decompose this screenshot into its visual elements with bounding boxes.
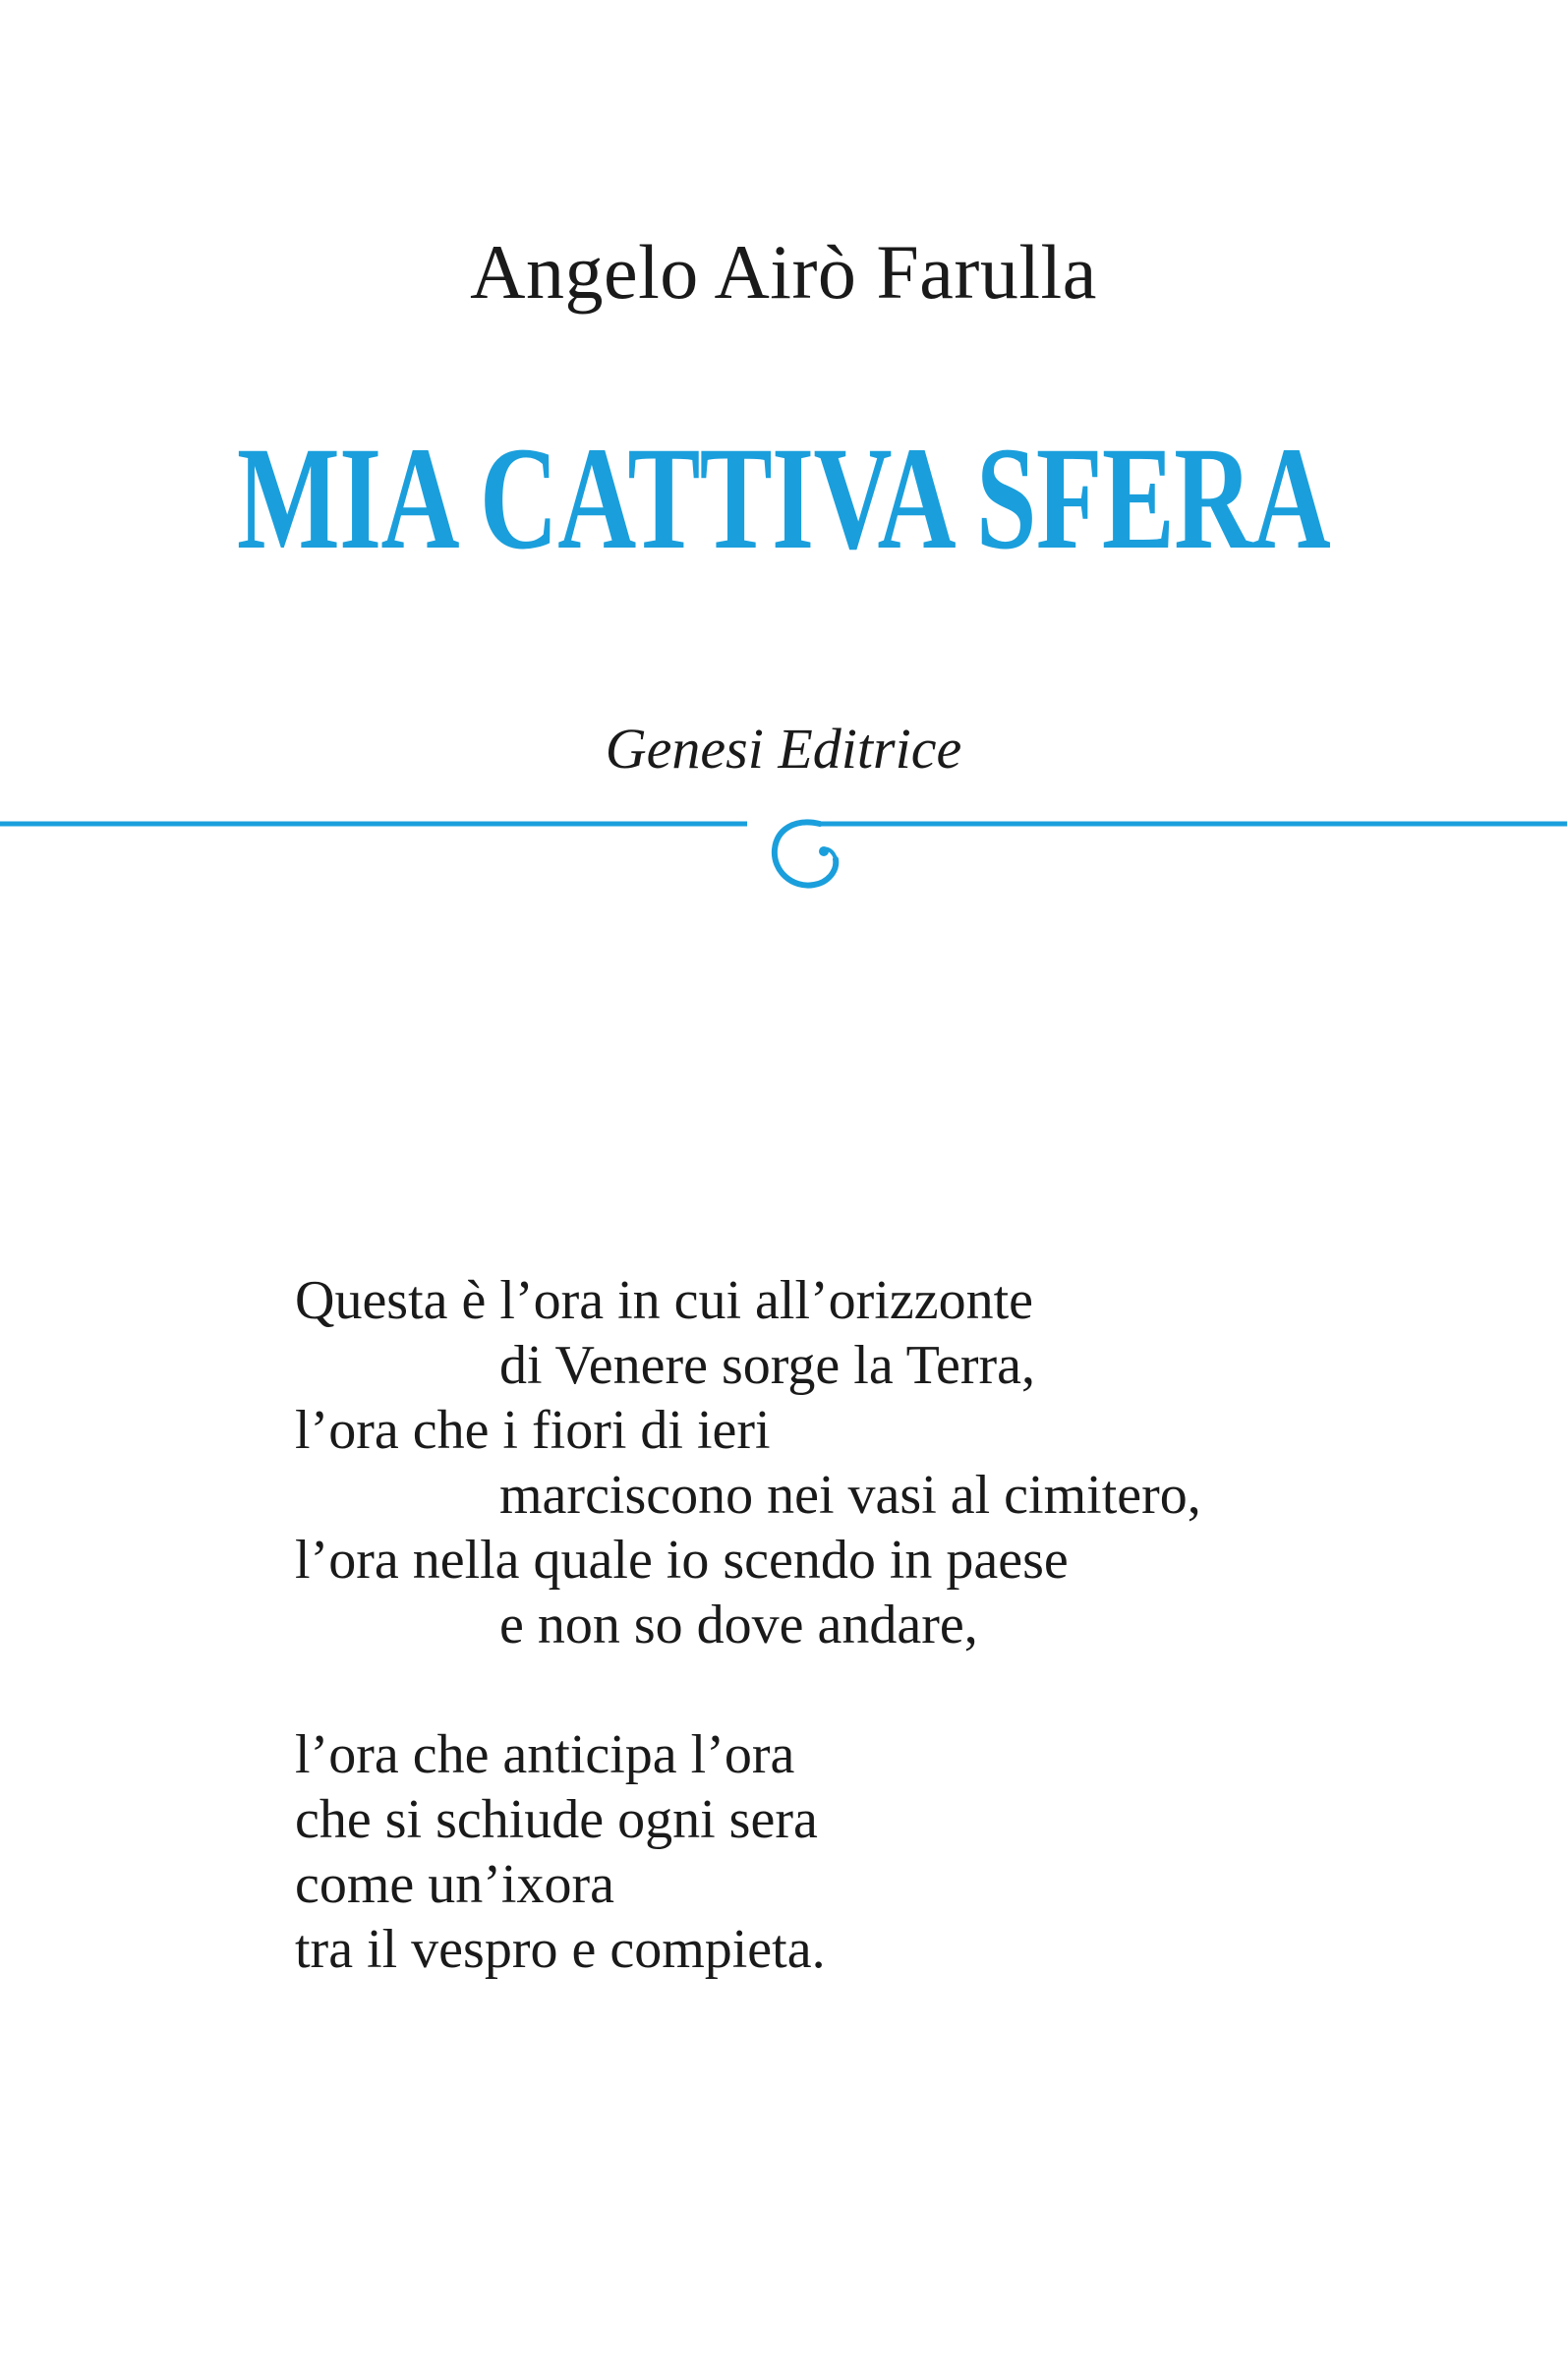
book-title: MIA CATTIVA SFERA — [236, 417, 1331, 580]
poem-line: tra il vespro e compieta. — [295, 1919, 826, 1980]
poem-line: l’ora che i fiori di ieri — [295, 1400, 771, 1461]
poem-line: che si schiude ogni sera — [295, 1789, 818, 1850]
poem-line: marciscono nei vasi al cimitero, — [499, 1465, 1201, 1526]
poem-line: come un’ixora — [295, 1854, 614, 1915]
poem-line: di Venere sorge la Terra, — [499, 1335, 1035, 1396]
poem-line: l’ora che anticipa l’ora — [295, 1724, 795, 1785]
poem-line: e non so dove andare, — [499, 1595, 978, 1655]
author-name: Angelo Airò Farulla — [470, 229, 1097, 315]
swirl-ornament-icon — [775, 822, 836, 885]
publisher-name: Genesi Editrice — [605, 717, 962, 781]
poem — [295, 1268, 1201, 1982]
poem-line: l’ora nella quale io scendo in paese — [295, 1530, 1069, 1591]
stanza-break — [295, 1657, 1201, 1722]
poem-line: Questa è l’ora in cui all’orizzonte — [295, 1270, 1033, 1331]
divider-ornament — [0, 796, 1567, 904]
